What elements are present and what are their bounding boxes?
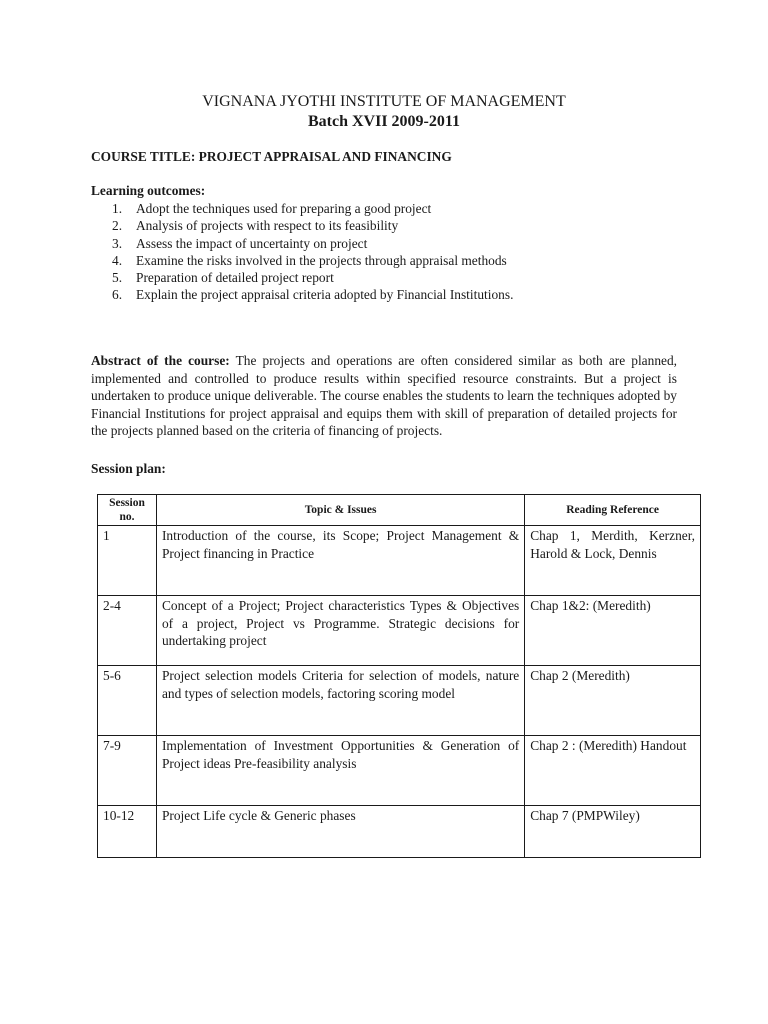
topic-cell: Project Life cycle & Generic phases	[156, 806, 524, 858]
list-text: Explain the project appraisal criteria adopted by Financial Institutions.	[136, 287, 514, 303]
learning-outcomes-heading: Learning outcomes:	[91, 183, 206, 198]
table-row	[98, 596, 701, 666]
session-cell: 5-6	[98, 666, 157, 736]
list-number: 2.	[112, 218, 123, 234]
learning-outcomes-list	[91, 200, 513, 304]
list-item	[91, 200, 513, 217]
batch-title: Batch XVII 2009-2011	[307, 113, 460, 130]
topic-cell: Project selection models Criteria for selection of models, nature and types of selection models, factoring scoring model	[156, 666, 524, 736]
table-row	[98, 736, 701, 806]
column-header-topic: Topic & Issues	[156, 495, 524, 526]
reference-cell: Chap 2 (Meredith)	[525, 666, 701, 736]
topic-cell: Introduction of the course, its Scope; Project Management & Project financing in Practice	[156, 526, 524, 596]
session-cell: 2-4	[98, 596, 157, 666]
list-text: Preparation of detailed project report	[136, 270, 334, 286]
session-cell: 7-9	[98, 736, 157, 806]
column-header-reference: Reading Reference	[525, 495, 701, 526]
list-item	[91, 269, 513, 286]
abstract-text: The projects and operations are often considered similar as both are planned, implemented and controlled to produce results within specified resource constraints. But a project is undertaken to produce unique deliverable. The course enables the students to learn the techniques adopted by Financial Institutions for project appraisal and equips them with skill of preparation of detailed projects for the projects planned based on the criteria of financing of projects.	[91, 353, 677, 439]
list-text: Assess the impact of uncertainty on project	[136, 235, 368, 251]
list-item	[91, 252, 513, 269]
table-row	[98, 526, 701, 596]
reference-cell: Chap 2 : (Meredith) Handout	[525, 736, 701, 806]
reference-cell: Chap 1&2: (Meredith)	[525, 596, 701, 666]
list-item	[91, 217, 513, 234]
session-plan-table	[97, 494, 701, 858]
topic-cell: Implementation of Investment Opportunities & Generation of Project ideas Pre-feasibility analysis	[156, 736, 524, 806]
column-header-session: Session no.	[98, 495, 157, 526]
abstract-paragraph	[91, 352, 677, 440]
reference-cell: Chap 7 (PMPWiley)	[525, 806, 701, 858]
list-number: 4.	[112, 252, 123, 268]
table-row	[98, 806, 701, 858]
list-number: 3.	[112, 235, 123, 251]
list-item	[91, 286, 513, 303]
reference-cell: Chap 1, Merdith, Kerzner, Harold & Lock, Dennis	[525, 526, 701, 596]
session-cell: 1	[98, 526, 157, 596]
list-number: 1.	[112, 201, 123, 216]
session-plan-heading: Session plan:	[91, 461, 166, 476]
table-row	[98, 666, 701, 736]
list-text: Adopt the techniques used for preparing a good project	[136, 201, 432, 216]
institute-name: VIGNANA JYOTHI INSTITUTE OF MANAGEMENT	[202, 93, 566, 110]
session-cell: 10-12	[98, 806, 157, 858]
list-item	[91, 235, 513, 252]
document-header	[0, 92, 768, 132]
list-number: 6.	[112, 287, 123, 303]
list-text: Examine the risks involved in the projects through appraisal methods	[136, 252, 507, 268]
abstract-lead: Abstract of the course:	[91, 353, 230, 369]
list-number: 5.	[112, 270, 123, 286]
topic-cell: Concept of a Project; Project characteristics Types & Objectives of a project, Project vs Programme. Strategic decisions for undertaking project	[156, 596, 524, 666]
table-header-row	[98, 495, 701, 526]
list-text: Analysis of projects with respect to its feasibility	[136, 218, 399, 234]
course-title: COURSE TITLE: PROJECT APPRAISAL AND FINANCING	[91, 149, 452, 164]
